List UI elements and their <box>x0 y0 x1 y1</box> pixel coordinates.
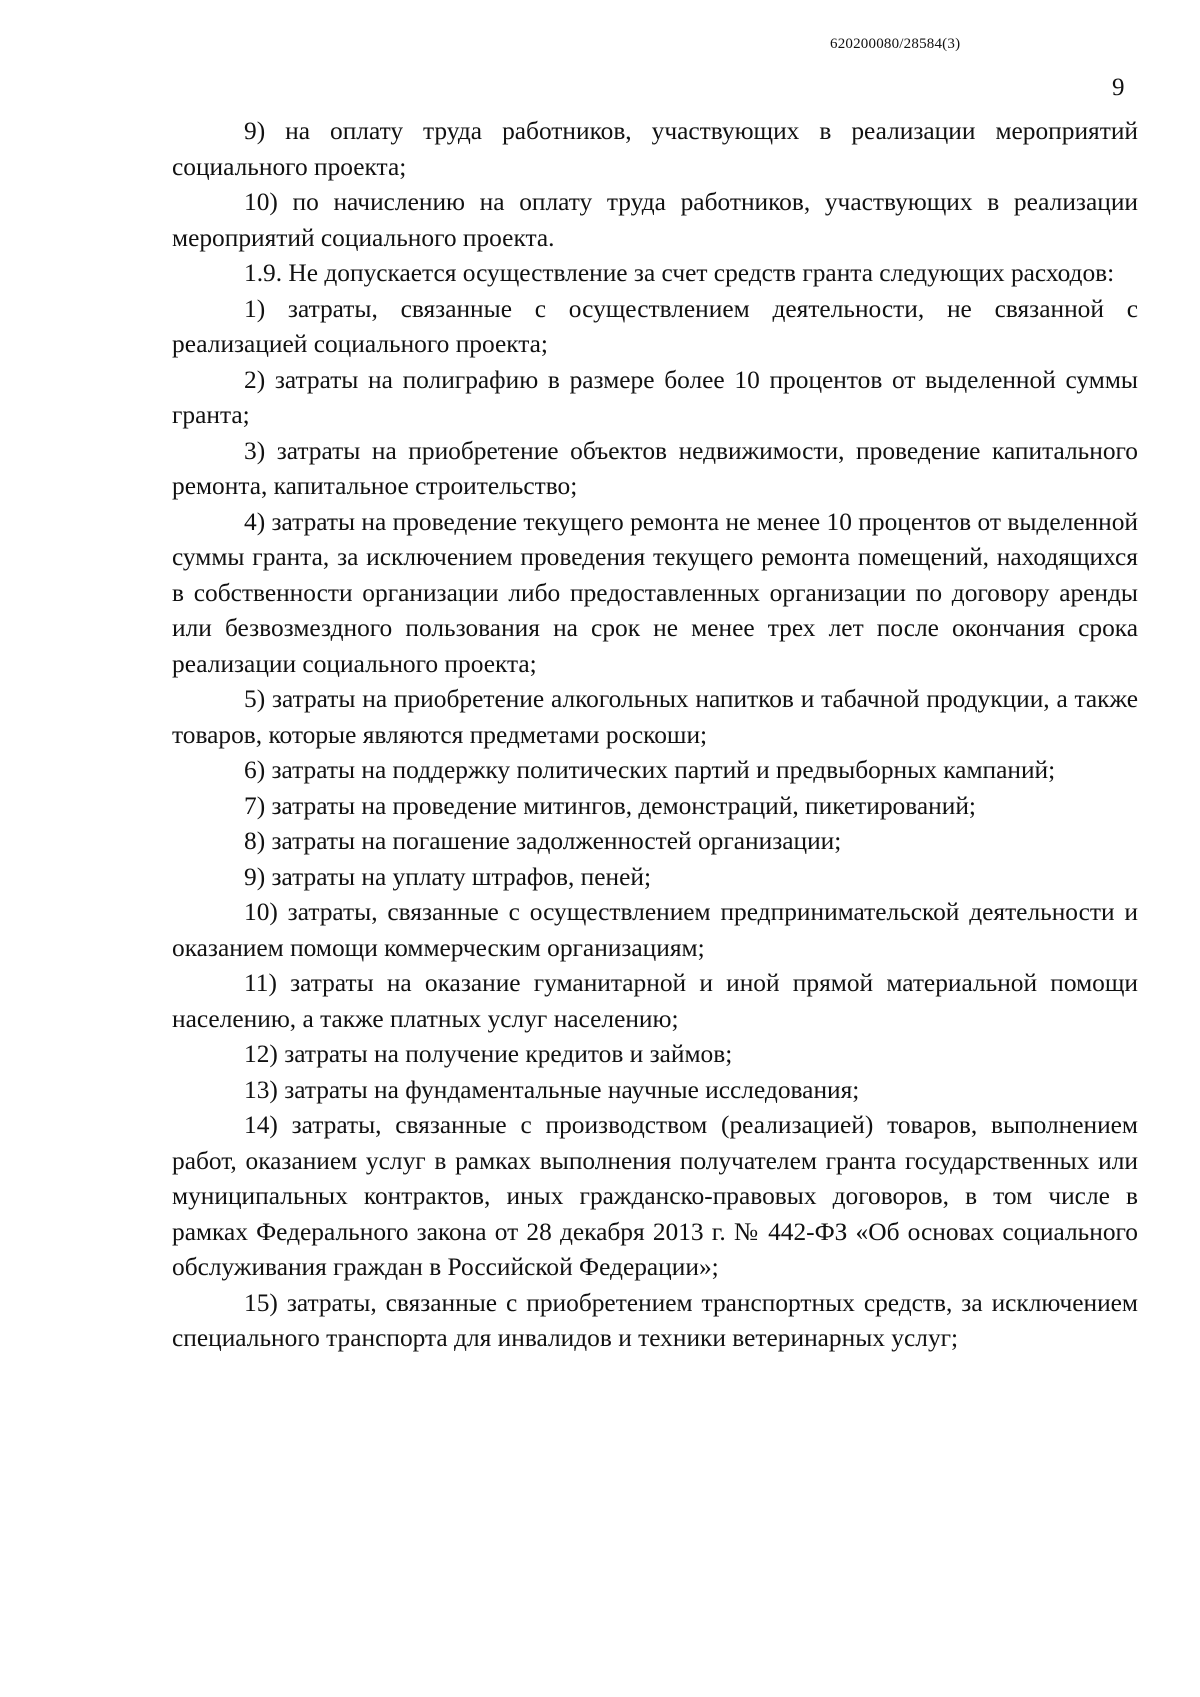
list-item-2: 2) затраты на полиграфию в размере более 10 процентов от выделенной суммы гранта; <box>172 365 1138 429</box>
list-item-7: 7) затраты на проведение митингов, демонстраций, пикетирований; <box>244 791 976 820</box>
list-item-11: 11) затраты на оказание гуманитарной и иной прямой материальной помощи населению, а также платных услуг населению; <box>172 969 1138 1033</box>
list-item-1: 1) затраты, связанные с осуществлением деятельности, не связанной с реализацией социального проекта; <box>172 294 1138 358</box>
list-item-14: 14) затраты, связанные с производством (реализацией) товаров, выполнением работ, оказанием услуг в рамках выполнения получателем гранта государственных или муниципальных контрактов, иных гражданско-правовых договоров, в том числе в рамках Федерального закона от 28 декабря 2013 г. № 442-ФЗ «Об основах социального обслуживания граждан в Российской Федерации»; <box>172 1111 1138 1281</box>
page-number: 9 <box>1112 74 1125 101</box>
paragraph-item-9: 9) на оплату труда работников, участвующих в реализации мероприятий социального проекта; <box>172 117 1138 181</box>
list-item-9: 9) затраты на уплату штрафов, пеней; <box>244 862 652 891</box>
list-item-12: 12) затраты на получение кредитов и займов; <box>244 1040 733 1068</box>
list-item-13: 13) затраты на фундаментальные научные исследования; <box>244 1075 860 1104</box>
list-item-4: 4) затраты на проведение текущего ремонта не менее 10 процентов от выделенной суммы гранта, за исключением проведения текущего ремонта помещений, находящихся в собственности организации либо предоставленных организации по договору аренды или безвозмездного пользования на срок не менее трех лет после окончания срока реализации социального проекта; <box>172 507 1138 678</box>
list-item-3: 3) затраты на приобретение объектов недвижимости, проведение капитального ремонта, капитальное строительство; <box>172 436 1138 500</box>
document-id: 620200080/28584(3) <box>830 36 961 52</box>
section-1-9-heading: 1.9. Не допускается осуществление за счет средств гранта следующих расходов: <box>244 259 1115 287</box>
paragraph-item-10: 10) по начислению на оплату труда работников, участвующих в реализации мероприятий социального проекта. <box>172 188 1138 252</box>
document-body <box>172 114 1138 1357</box>
list-item-6: 6) затраты на поддержку политических партий и предвыборных кампаний; <box>244 756 1056 784</box>
list-item-10: 10) затраты, связанные с осуществлением предпринимательской деятельности и оказанием помощи коммерческим организациям; <box>172 898 1138 962</box>
list-item-8: 8) затраты на погашение задолженностей организации; <box>244 827 842 855</box>
list-item-15: 15) затраты, связанные с приобретением транспортных средств, за исключением специального транспорта для инвалидов и техники ветеринарных услуг; <box>172 1288 1138 1352</box>
list-item-5: 5) затраты на приобретение алкогольных напитков и табачной продукции, а также товаров, которые являются предметами роскоши; <box>172 685 1138 749</box>
